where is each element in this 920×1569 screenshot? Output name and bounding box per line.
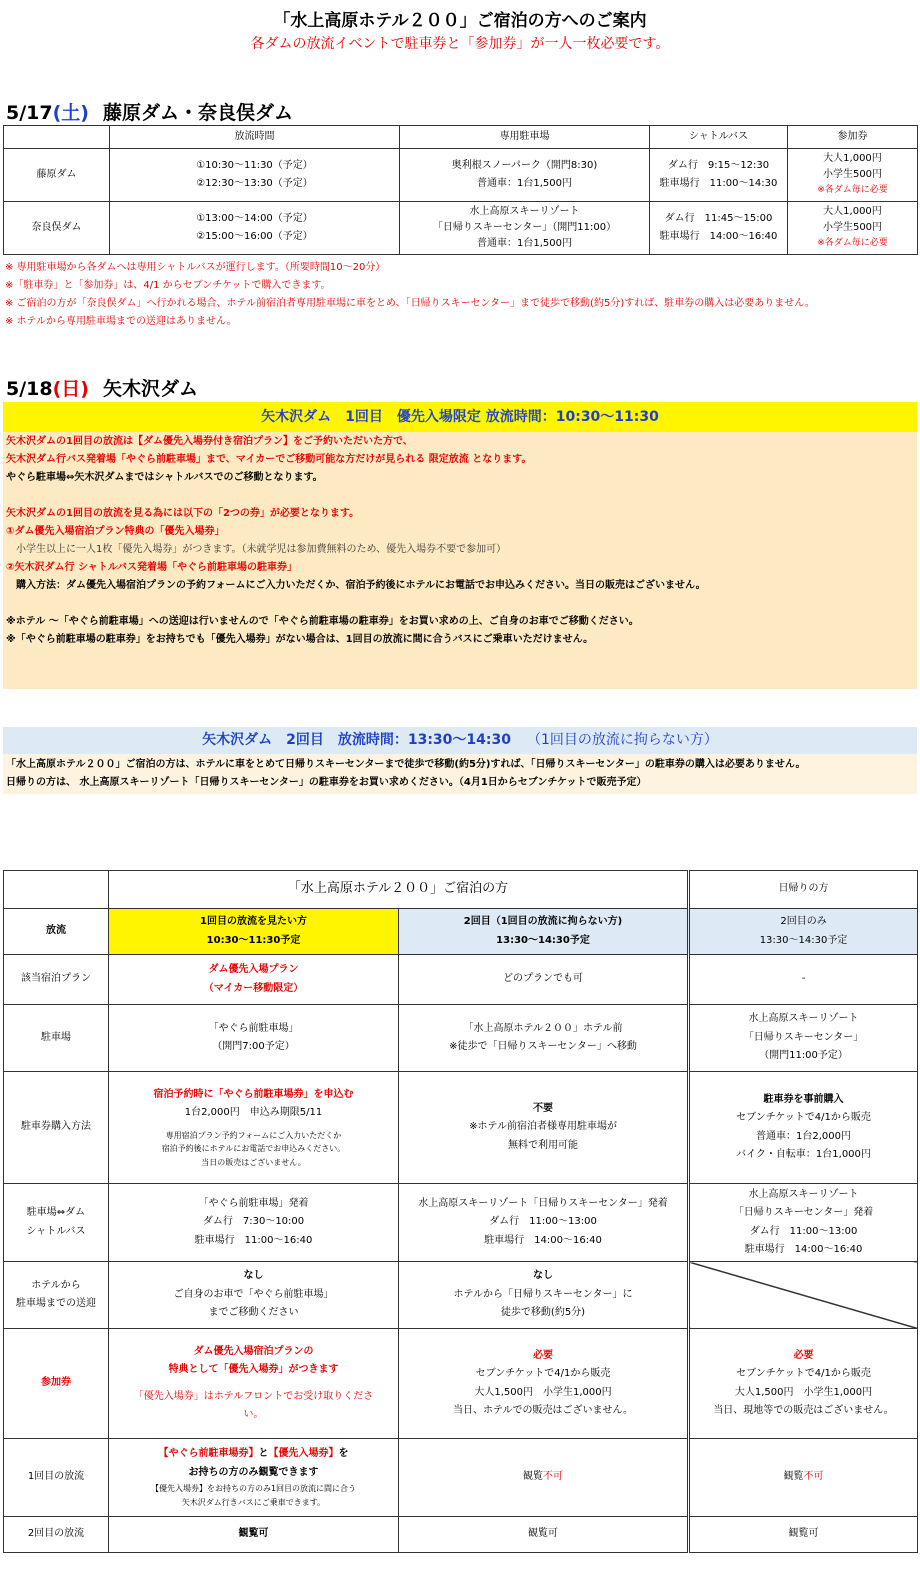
ticket-info bbox=[788, 201, 918, 254]
dam-name: 藤原ダム bbox=[4, 148, 110, 201]
cell-line bbox=[113, 1445, 394, 1464]
shuttle-daytrip-cell bbox=[689, 1184, 918, 1262]
cell-line: 大人1,500円 小学生1,000円 bbox=[734, 1386, 873, 1398]
ticket-note: ※各ダム毎に必要 bbox=[817, 238, 888, 249]
cell-line: 必要 bbox=[533, 1349, 553, 1361]
not-applicable-cell bbox=[689, 1262, 918, 1329]
cell-line: 1回目の放流を見たい方 bbox=[200, 916, 307, 927]
text-span: を bbox=[338, 1448, 349, 1460]
ticket-price: 小学生500円 bbox=[822, 222, 883, 234]
shuttle-second-cell bbox=[399, 1184, 689, 1262]
parking-line: 水上高原スキーリゾート bbox=[469, 205, 580, 217]
cell-line: （マイカー移動限定） bbox=[203, 982, 304, 994]
row-label: 2回目の放流 bbox=[4, 1517, 109, 1553]
day1-dams: 藤原ダム・奈良俣ダム bbox=[102, 102, 293, 124]
info-line: 購入方法：ダム優先入場宿泊プランの予約フォームにご入力いただくか、宿泊予約後にホテルにお電話でお申込みください。当日の販売はございません。 bbox=[6, 580, 706, 591]
day1-schedule-table bbox=[3, 125, 918, 255]
cell-line: 水上高原スキーリゾート bbox=[748, 1188, 859, 1200]
table-header-row bbox=[4, 126, 918, 149]
cell-line: シャトルバス bbox=[26, 1225, 86, 1237]
plan-daytrip-cell: - bbox=[689, 955, 918, 1005]
cell-line: なし bbox=[533, 1270, 553, 1282]
cell-line: 「優先入場券」はホテルフロントでお受け取りくださ bbox=[133, 1390, 374, 1402]
cell-line: 宿泊予約後にホテルにお電話でお申込みください。 bbox=[161, 1144, 346, 1154]
cell-line: ※徒歩で「日帰りスキーセンター」へ移動 bbox=[449, 1041, 637, 1052]
buy-second-cell bbox=[399, 1072, 689, 1184]
buy-first-cell bbox=[109, 1072, 399, 1184]
text-span: 不可 bbox=[803, 1471, 824, 1483]
ticket-first-cell bbox=[109, 1329, 399, 1439]
cell-line: 矢木沢ダム行きバスにご乗車できます。 bbox=[181, 1498, 326, 1507]
cell-line: 13:30～14:30予定 bbox=[759, 934, 848, 946]
cell-line: までご移動ください bbox=[208, 1307, 299, 1319]
parking-line: 普通車：1台1,500円 bbox=[477, 177, 572, 189]
info-line: 矢木沢ダム行バス発着場「やぐら前駐車場」まで、マイカーでご移動可能な方だけが見られる 限定放流 となります。 bbox=[6, 454, 532, 465]
text-span: 観覧 bbox=[523, 1471, 543, 1483]
ticket-note: ※各ダム毎に必要 bbox=[817, 185, 888, 196]
first-release-daytrip-cell bbox=[689, 1439, 918, 1517]
first-release-view-cell bbox=[109, 1439, 399, 1517]
cell-line: 駐車場行 14:00～16:40 bbox=[484, 1234, 602, 1246]
cell-line: 当日の販売はございません。 bbox=[201, 1157, 306, 1167]
ticket-info bbox=[788, 148, 918, 201]
table-row bbox=[4, 201, 918, 254]
info-line: ①ダム優先入場宿泊プラン特典の「優先入場券」 bbox=[6, 526, 225, 537]
second-banner-sub: （1回目の放流に拘らない方） bbox=[526, 732, 718, 748]
shuttle-first-cell bbox=[109, 1184, 399, 1262]
day2-heading bbox=[6, 374, 198, 401]
buy-daytrip-cell bbox=[689, 1072, 918, 1184]
cell-line: 「やぐら前駐車場」 bbox=[208, 1022, 299, 1034]
cell-line: 当日、ホテルでの販売はございません。 bbox=[452, 1405, 634, 1416]
table-row bbox=[4, 1517, 918, 1553]
table-row bbox=[4, 1072, 918, 1184]
day1-heading bbox=[6, 98, 293, 125]
parking-line: 奥利根スノーパーク（開門8:30) bbox=[451, 160, 598, 171]
cell-line: ※ホテル前宿泊者様専用駐車場が bbox=[469, 1121, 617, 1133]
info-line: やぐら駐車場⇔矢木沢ダムまではシャトルバスでのご移動となります。 bbox=[6, 472, 323, 483]
parking-line: 「日帰りスキーセンター」（開門11:00） bbox=[432, 221, 617, 233]
cell-line: 2回目のみ bbox=[780, 916, 827, 927]
cell-line: 駐車券を事前購入 bbox=[763, 1093, 844, 1105]
cell-line: ダム優先入場宿泊プランの bbox=[193, 1345, 314, 1357]
ticket-daytrip-cell bbox=[689, 1329, 918, 1439]
row-label: 駐車券購入方法 bbox=[4, 1072, 109, 1184]
cell-line: 宿泊予約時に「やぐら前駐車場券」を申込む bbox=[153, 1088, 354, 1100]
table-row bbox=[4, 1005, 918, 1072]
cell-line: い。 bbox=[243, 1409, 264, 1420]
row-label bbox=[4, 1184, 109, 1262]
cell-line: バイク・自転車：1台1,000円 bbox=[736, 1149, 871, 1160]
ticket-second-cell bbox=[399, 1329, 689, 1439]
col-header-dam bbox=[4, 126, 110, 149]
info-line: 矢木沢ダムの1回目の放流は【ダム優先入場券付き宿泊プラン】をご予約いただいた方で、 bbox=[6, 436, 413, 447]
text-span: と bbox=[258, 1448, 269, 1460]
plan-second-cell: どのプランでも可 bbox=[399, 955, 689, 1005]
info-line: ※ホテル ～「やぐら前駐車場」への送迎は行いませんので「やぐら前駐車場の駐車券」をお買い求めの上、ご自身のお車でご移動ください。 bbox=[6, 616, 639, 627]
day1-weekday: (土) bbox=[52, 102, 89, 124]
table-row bbox=[4, 1262, 918, 1329]
table-row bbox=[4, 1439, 918, 1517]
cell-line: （開門11:00予定） bbox=[759, 1050, 848, 1062]
cell-line: ダム行 7:30～10:00 bbox=[202, 1216, 305, 1228]
cell-line: 13:30～14:30予定 bbox=[496, 934, 590, 946]
second-release-second-cell: 観覧可 bbox=[399, 1517, 689, 1553]
time-slot: ②15:00～16:00（予定） bbox=[196, 230, 313, 242]
release-second-cell bbox=[399, 909, 689, 955]
page-title: 「水上高原ホテル２００」ご宿泊の方へのご案内 bbox=[273, 11, 647, 31]
cell-line: セブンチケットで4/1から販売 bbox=[736, 1368, 871, 1379]
note-line: ※ ホテルから専用駐車場までの送迎はありません。 bbox=[5, 316, 237, 327]
info-line: 矢木沢ダムの1回目の放流を見る為には以下の「2つの券」が必要となります。 bbox=[6, 508, 360, 519]
text-span: 【優先入場券】 bbox=[268, 1448, 339, 1460]
table-row bbox=[4, 909, 918, 955]
shuttle-info bbox=[650, 148, 788, 201]
day2-weekday: (日) bbox=[52, 378, 89, 400]
day2-date: 5/18 bbox=[6, 378, 53, 400]
second-release-view-cell: 観覧可 bbox=[109, 1517, 399, 1553]
first-release-panel bbox=[3, 432, 917, 689]
cell-line: 普通車：1台2,000円 bbox=[756, 1130, 852, 1142]
row-label: 1回目の放流 bbox=[4, 1439, 109, 1517]
ticket-price: 大人1,000円 bbox=[823, 206, 882, 218]
first-release-banner: 矢木沢ダム 1回目 優先入場限定 放流時間：10:30～11:30 bbox=[3, 402, 917, 432]
time-slot: ②12:30～13:30（予定） bbox=[196, 177, 313, 189]
day2-dam: 矢木沢ダム bbox=[102, 378, 198, 400]
second-release-panel bbox=[3, 754, 917, 794]
cell-line: 「日帰りスキーセンター」発着 bbox=[733, 1207, 874, 1218]
hotel-guests-header: 「水上高原ホテル２００」ご宿泊の方 bbox=[109, 871, 689, 909]
cell-line: ご自身のお車で「やぐら前駐車場」 bbox=[173, 1288, 334, 1300]
cell-line: お持ちの方のみ観覧できます bbox=[188, 1466, 319, 1478]
cell-line: セブンチケットで4/1から販売 bbox=[475, 1368, 611, 1379]
parking-daytrip-cell bbox=[689, 1005, 918, 1072]
cell-line: 専用宿泊プラン予約フォームにご入力いただくか bbox=[165, 1130, 342, 1140]
text-span: 観覧 bbox=[783, 1471, 804, 1483]
row-label: 放流 bbox=[4, 909, 109, 955]
cell-line: 「やぐら前駐車場」発着 bbox=[198, 1197, 309, 1209]
cell-line: 駐車場行 14:00～16:40 bbox=[744, 1244, 863, 1255]
cell-line: 10:30～11:30予定 bbox=[206, 934, 301, 946]
ticket-price: 小学生500円 bbox=[822, 169, 883, 181]
info-line: ※「やぐら前駐車場の駐車券」をお持ちでも「優先入場券」がない場合は、1回目の放流に間に合うバスにご乗車いただけません。 bbox=[6, 634, 594, 645]
cell-line: ダム優先入場プラン bbox=[208, 964, 299, 975]
col-header-time: 放流時間 bbox=[110, 126, 400, 149]
note-line: ※「駐車券」と「参加券」は、4/1 からセブンチケットで購入できます。 bbox=[5, 280, 331, 291]
shuttle-line: ダム行 11:45～15:00 bbox=[664, 213, 773, 224]
dam-name: 奈良俣ダム bbox=[4, 201, 110, 254]
cell-line: 【優先入場券】をお持ちの方のみ1回目の放流に間に合う bbox=[150, 1484, 357, 1494]
info-line: 「水上高原ホテル２００」ご宿泊の方は、ホテルに車をとめて日帰りスキーセンターまで徒歩で移動(約5分)すれば、「日帰りスキーセンター」の駐車券の購入は必要ありません。 bbox=[6, 759, 806, 770]
cell-line: ホテルから bbox=[31, 1279, 81, 1291]
note-line: ※ ご宿泊の方が「奈良俣ダム」へ行かれる場合、ホテル前宿泊者専用駐車場に車をとめ、「日帰りスキーセンター」まで徒歩で移動(約5分)すれば、駐車券の購入は必要ありません。 bbox=[5, 298, 815, 309]
table-row bbox=[4, 955, 918, 1005]
cell-line: 「日帰りスキーセンター」 bbox=[743, 1031, 864, 1043]
cell-line: セブンチケットで4/1から販売 bbox=[736, 1112, 871, 1123]
shuttle-info bbox=[650, 201, 788, 254]
text-span: 【やぐら前駐車場券】 bbox=[158, 1448, 259, 1460]
row-label: 該当宿泊プラン bbox=[4, 955, 109, 1005]
release-times bbox=[110, 201, 400, 254]
cell-line: 大人1,500円 小学生1,000円 bbox=[474, 1386, 612, 1398]
table-row bbox=[4, 1184, 918, 1262]
row-label bbox=[4, 1262, 109, 1329]
day1-date: 5/17 bbox=[6, 102, 53, 124]
parking-info bbox=[400, 148, 650, 201]
blank-cell bbox=[4, 871, 109, 909]
day1-notes bbox=[5, 259, 917, 331]
cell-line: ダム行 11:00～13:00 bbox=[749, 1225, 858, 1237]
cell-line: ダム行 11:00～13:00 bbox=[489, 1216, 597, 1228]
ticket-price: 大人1,000円 bbox=[823, 153, 882, 165]
cell-line: 無料で利用可能 bbox=[508, 1139, 578, 1151]
cell-line: 不要 bbox=[533, 1102, 553, 1114]
cell-line: 駐車場行 11:00～16:40 bbox=[194, 1234, 313, 1246]
comparison-table bbox=[3, 870, 918, 1553]
info-line: ②矢木沢ダム行 シャトルバス発着場「やぐら前駐車場の駐車券」 bbox=[6, 562, 298, 573]
table-row bbox=[4, 1329, 918, 1439]
plan-first-cell bbox=[109, 955, 399, 1005]
second-release-daytrip-cell: 観覧可 bbox=[689, 1517, 918, 1553]
shuttle-line: 駐車場行 11:00～14:30 bbox=[659, 177, 778, 189]
col-header-ticket: 参加券 bbox=[788, 126, 918, 149]
col-header-shuttle: シャトルバス bbox=[650, 126, 788, 149]
second-release-banner bbox=[3, 727, 917, 754]
cell-line: 必要 bbox=[793, 1349, 814, 1361]
second-banner-main: 矢木沢ダム 2回目 放流時間：13:30～14:30 bbox=[202, 732, 511, 748]
time-slot: ①10:30～11:30（予定） bbox=[196, 160, 313, 171]
cell-line: 徒歩で移動(約5分) bbox=[500, 1307, 586, 1319]
cell-line: （開門7:00予定） bbox=[212, 1041, 295, 1052]
cell-line: 当日、現地等での販売はございません。 bbox=[713, 1405, 894, 1416]
release-times bbox=[110, 148, 400, 201]
cell-line: 水上高原スキーリゾート bbox=[748, 1013, 859, 1025]
cell-line: 「水上高原ホテル２００」ホテル前 bbox=[463, 1022, 623, 1034]
shuttle-line: 駐車場行 14:00～16:40 bbox=[659, 230, 778, 242]
shuttle-line: ダム行 9:15～12:30 bbox=[667, 160, 770, 171]
daytrip-header: 日帰りの方 bbox=[689, 871, 918, 909]
info-line: 小学生以上に一人1枚「優先入場券」がつきます。（未就学児は参加費無料のため、優先入場券不要で参加可） bbox=[6, 544, 507, 555]
table-row bbox=[4, 871, 918, 909]
page-subtitle: 各ダムの放流イベントで駐車券と「参加券」が一人一枚必要です。 bbox=[250, 36, 670, 52]
release-first-cell bbox=[109, 909, 399, 955]
row-label: 駐車場 bbox=[4, 1005, 109, 1072]
cell-line: なし bbox=[243, 1270, 264, 1282]
cell-line: ホテルから「日帰りスキーセンター」に bbox=[453, 1288, 633, 1300]
cell-line: 駐車場までの送迎 bbox=[16, 1298, 96, 1309]
cell-line: 特典として「優先入場券」がつきます bbox=[168, 1364, 339, 1375]
time-slot: ①13:00～14:00（予定） bbox=[196, 213, 313, 224]
row-label: 参加券 bbox=[4, 1329, 109, 1439]
parking-first-cell bbox=[109, 1005, 399, 1072]
cell-line: 2回目（1回目の放流に拘らない方) bbox=[463, 916, 623, 927]
info-line: 日帰りの方は、 水上高原スキーリゾート「日帰りスキーセンター」の駐車券をお買い求めください。（4月1日からセブンチケットで販売予定） bbox=[6, 777, 647, 788]
parking-info bbox=[400, 201, 650, 254]
cell-line: 駐車場⇔ダム bbox=[26, 1207, 86, 1218]
note-line: ※ 専用駐車場から各ダムへは専用シャトルバスが運行します。（所要時間10～20分） bbox=[5, 262, 386, 273]
table-row bbox=[4, 148, 918, 201]
parking-line: 普通車：1台1,500円 bbox=[477, 237, 572, 249]
col-header-parking: 専用駐車場 bbox=[400, 126, 650, 149]
transfer-first-cell bbox=[109, 1262, 399, 1329]
release-daytrip-cell bbox=[689, 909, 918, 955]
cell-line: 1台2,000円 申込み期限5/11 bbox=[184, 1107, 323, 1119]
text-span: 不可 bbox=[543, 1471, 563, 1483]
cell-line: 水上高原スキーリゾート「日帰りスキーセンター」発着 bbox=[418, 1197, 668, 1209]
transfer-second-cell bbox=[399, 1262, 689, 1329]
first-release-second-cell bbox=[399, 1439, 689, 1517]
parking-second-cell bbox=[399, 1005, 689, 1072]
